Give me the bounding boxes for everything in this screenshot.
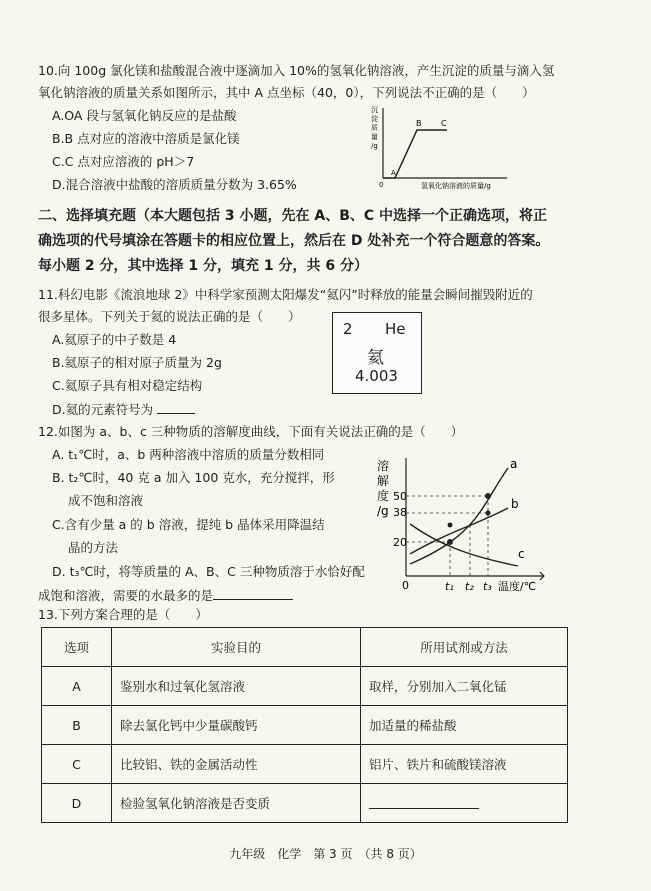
q12-x-label: 温度/℃ [498,580,537,593]
q10-origin: 0 [379,181,384,189]
q12-origin: 0 [402,579,409,592]
row-option: C [42,745,112,784]
q10-point-c: C [441,119,447,128]
q10-y-label-1: 沉 [371,106,378,114]
section2-title-line1: 二、选择填充题（本大题包括 3 小题，先在 A、B、C 中选择一个正确选项，将正 [38,208,548,224]
svg-text:淀: 淀 [371,115,378,123]
q12-option-b-line2: 成不饱和溶液 [68,493,144,508]
q11-answer-blank [157,400,195,414]
q10-precipitate-graph [355,104,515,190]
row-purpose: 鉴别水和过氧化氢溶液 [112,667,361,706]
row-method: 取样，分别加入二氧化锰 [361,667,568,706]
header-purpose: 实验目的 [112,628,361,667]
q10-x-label: 氢氧化钠溶液的质量/g [421,182,491,190]
q12-curve-label-a: a [510,457,518,471]
q13-answer-blank [369,795,479,809]
q12-answer-blank [213,586,293,600]
q10-point-b: B [416,119,422,128]
row-option: B [42,706,112,745]
q11-option-a: A.氦原子的中子数是 4 [52,332,177,347]
q12-curve-label-b: b [511,497,519,511]
q12-option-d-line1: D. t₃℃时，将等质量的 A、B、C 三种物质溶于水恰好配 [52,564,365,579]
q12-y-tick-38: 38 [393,506,407,519]
atomic-number: 2 [343,320,353,338]
q12-stem: 12.如图为 a、b、c 三种物质的溶解度曲线，下面有关说法正确的是（ ） [38,424,464,439]
table-row [42,784,568,823]
q11-option-c: C.氦原子具有相对稳定结构 [52,378,203,393]
svg-text:质: 质 [371,124,378,132]
row-purpose: 除去氯化钙中少量碳酸钙 [112,706,361,745]
svg-text:解: 解 [377,474,390,488]
svg-text:/g: /g [377,504,389,518]
q13-stem: 13.下列方案合理的是（ ） [38,607,208,622]
q13-plan-table [41,627,568,823]
q12-option-d-line2: 成饱和溶液，需要的水最多的是 [38,586,293,605]
q10-option-c: C.C 点对应溶液的 pH＞7 [52,154,195,169]
svg-text:量: 量 [371,133,378,141]
q11-option-b: B.氦原子的相对原子质量为 2g [52,355,222,370]
q12-x-tick-t2: t₂ [465,580,474,593]
q10-stem-line2: 氧化钠溶液的质量关系如图所示，其中 A 点坐标（40，0），下列说法不正确的是（ ） [38,85,535,100]
q10-point-a: A [391,169,396,177]
table-row [42,745,568,784]
q12-curve-b [410,508,508,554]
atomic-mass: 4.003 [355,367,398,385]
row-method-blank [361,784,568,823]
q10-option-a: A.OA 段与氢氧化钠反应的是盐酸 [52,108,237,123]
header-option: 选项 [42,628,112,667]
row-purpose: 检验氢氧化钠溶液是否变质 [112,784,361,823]
q12-option-b-line1: B. t₂℃时，40 克 a 加入 100 克水，充分搅拌，形 [52,470,335,485]
row-option: A [42,667,112,706]
q12-y-tick-50: 50 [393,490,407,503]
q10-stem-line1: 10.向 100g 氯化镁和盐酸混合液中逐滴加入 10%的氢氧化钠溶液，产生沉淀的质量与滴入氢 [38,63,555,78]
section2-title-line2: 确选项的代号填涂在答题卡的相应位置上，然后在 D 处补充一个符合题意的答案。 [38,233,550,249]
svg-text:度: 度 [377,489,390,503]
q11-stem-line1: 11.科幻电影《流浪地球 2》中科学家预测太阳爆发“氦闪”时释放的能量会瞬间摧毁附近的 [38,287,533,302]
element-name: 氦 [367,348,384,368]
header-method: 所用试剂或方法 [361,628,568,667]
row-option: D [42,784,112,823]
row-method: 加适量的稀盐酸 [361,706,568,745]
q10-option-d: D.混合溶液中盐酸的溶质质量分数为 3.65% [52,177,297,192]
element-symbol: He [385,320,406,338]
q11-option-d: D.氦的元素符号为 [52,400,195,419]
q12-option-c-line1: C.含有少量 a 的 b 溶液，提纯 b 晶体采用降温结 [52,517,325,532]
q12-option-c-line2: 晶的方法 [68,540,119,555]
row-method: 铝片、铁片和硫酸镁溶液 [361,745,568,784]
q12-solubility-graph [368,452,554,600]
helium-element-card [332,312,422,394]
table-header-row [42,628,568,667]
q12-curve-label-c: c [518,547,525,561]
page-footer: 九年级 化学 第 3 页 （共 8 页） [229,847,422,861]
q12-option-a: A. t₁℃时，a、b 两种溶液中溶质的质量分数相同 [52,447,325,462]
table-row [42,706,568,745]
section2-title-line3: 每小题 2 分，其中选择 1 分，填充 1 分，共 6 分） [38,258,368,274]
q11-stem-line2: 很多星体。下列关于氦的说法正确的是（ ） [38,309,301,324]
q12-x-tick-t1: t₁ [445,580,454,593]
svg-text:/g: /g [371,142,378,150]
row-purpose: 比较铝、铁的金属活动性 [112,745,361,784]
table-row [42,667,568,706]
q12-x-tick-t3: t₃ [483,580,492,593]
q10-option-b: B.B 点对应的溶液中溶质是氯化镁 [52,131,240,146]
q12-intersection-point [447,539,453,545]
q12-y-label-1: 溶 [377,459,390,473]
q12-y-tick-20: 20 [393,536,407,549]
